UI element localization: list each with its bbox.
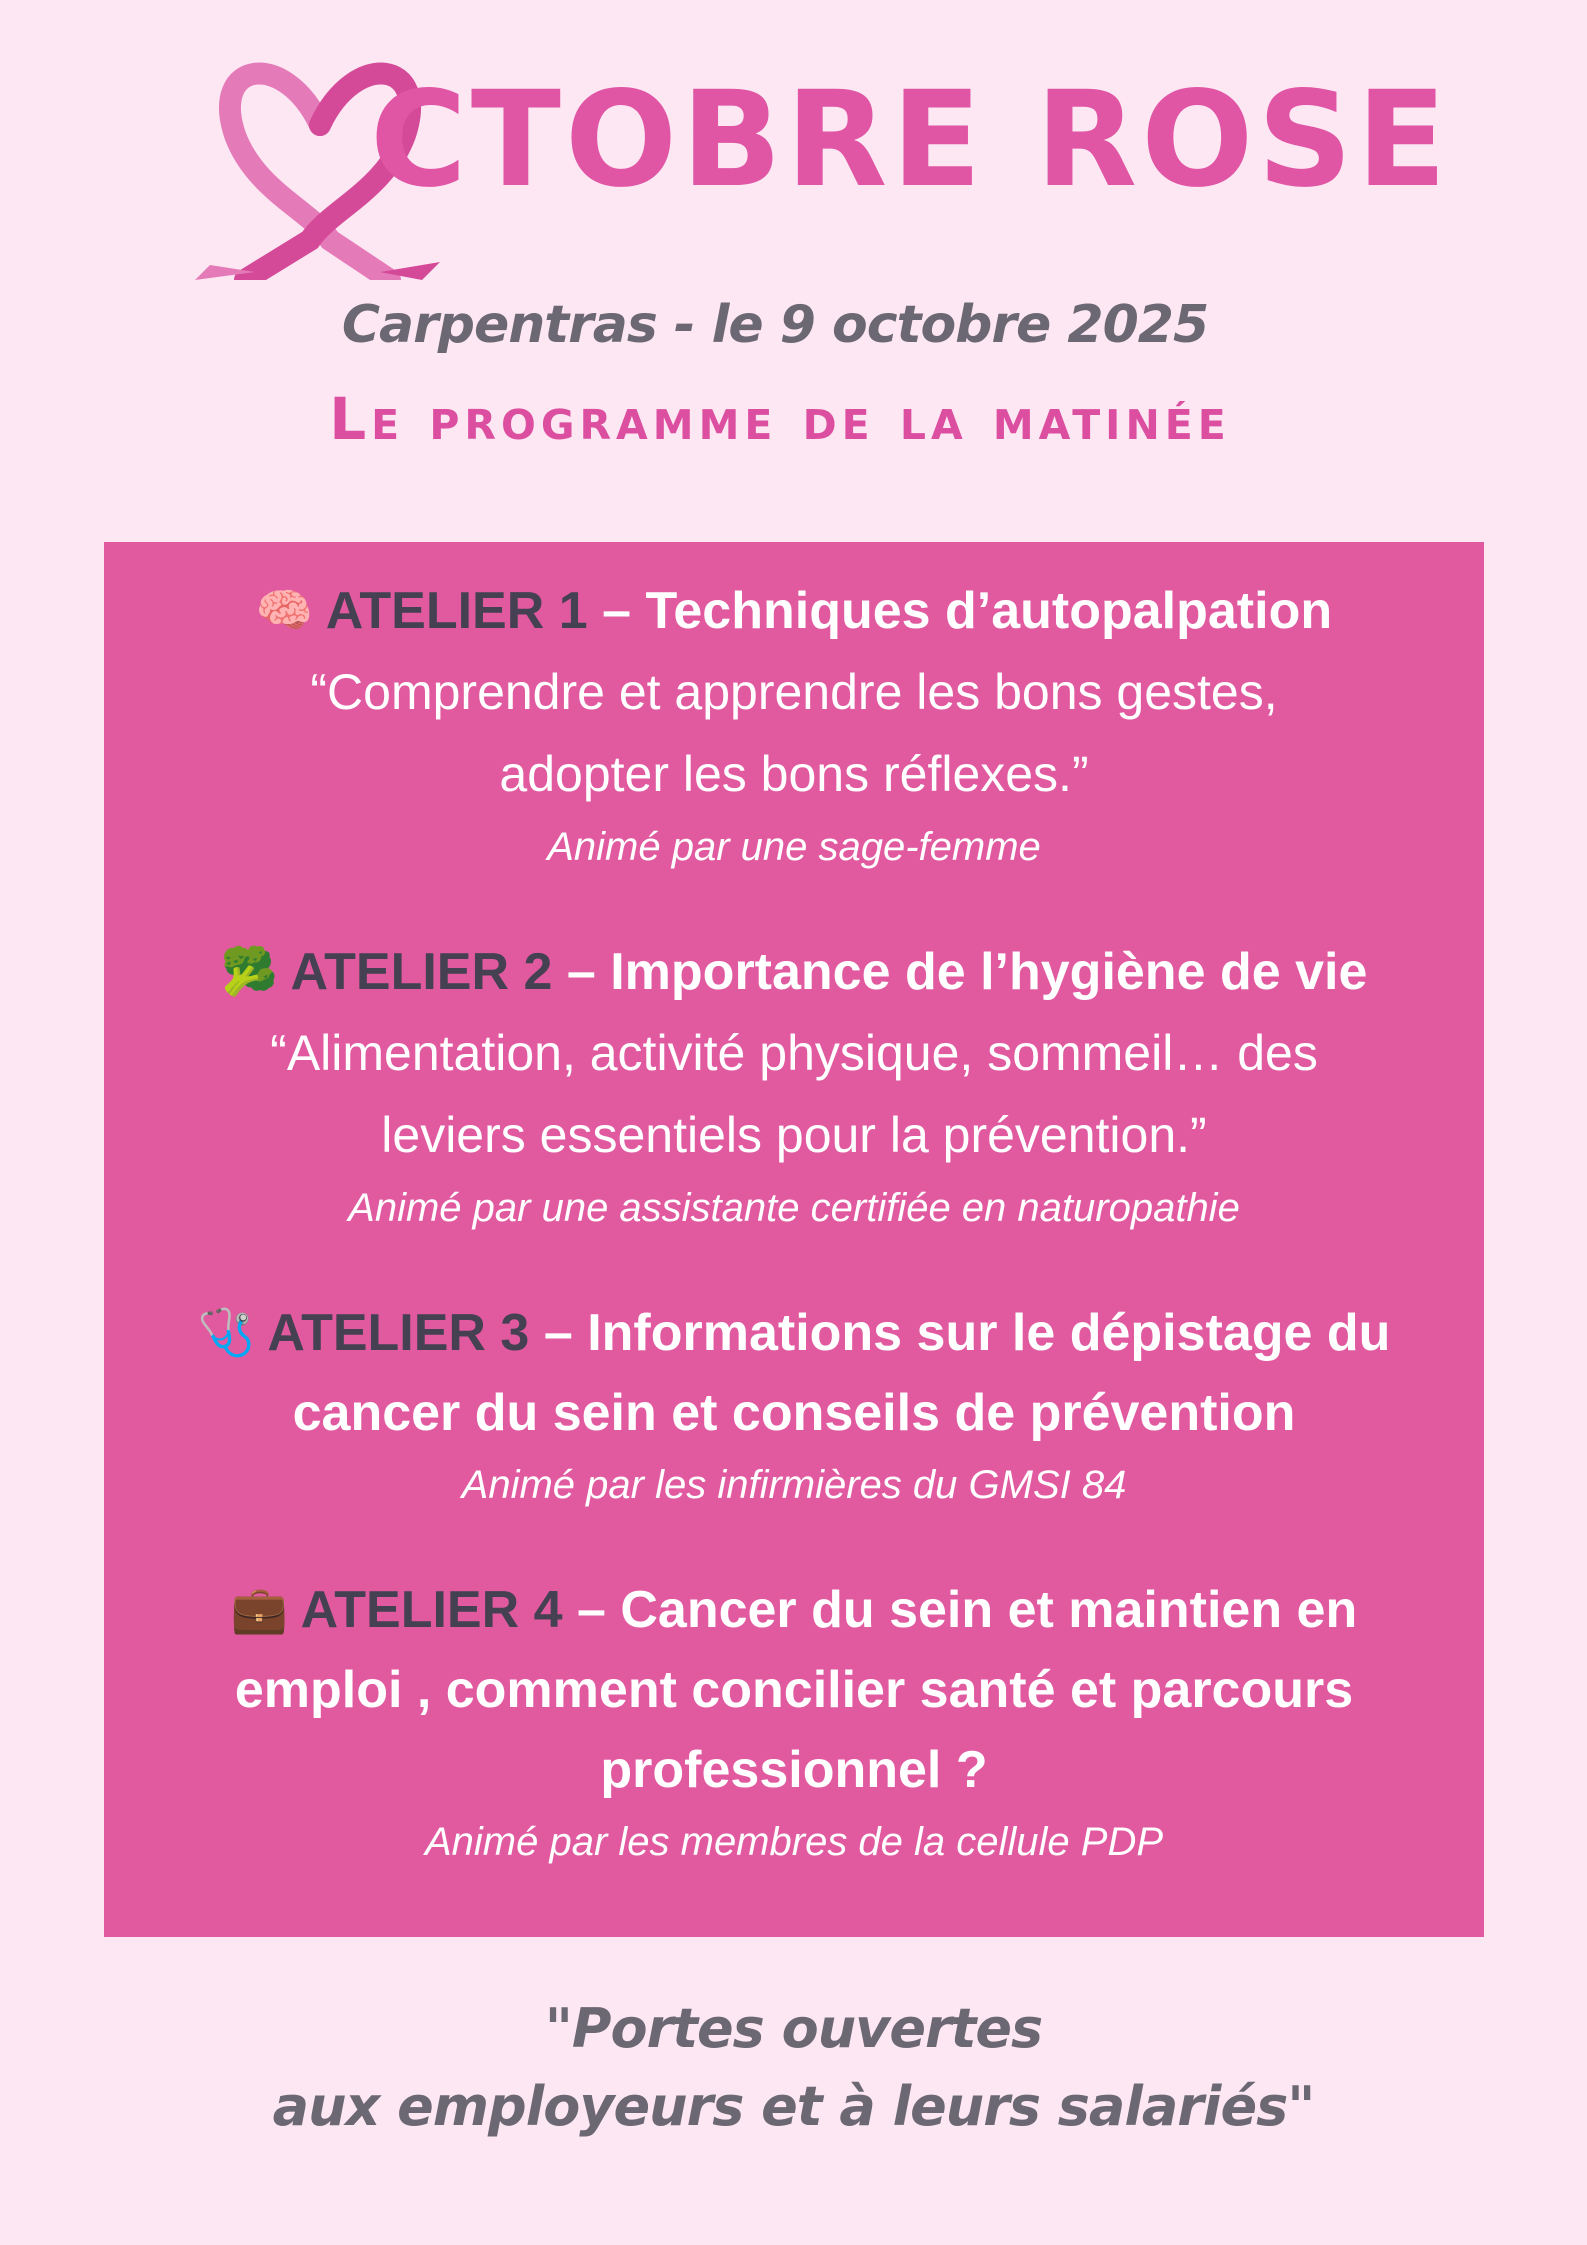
atelier-heading [104, 1292, 1484, 1373]
atelier-2 [104, 931, 1484, 1240]
atelier-title-line: emploi , comment concilier santé et parcours [234, 1661, 1354, 1719]
stethoscope-icon: 🩺 [197, 1306, 255, 1358]
atelier-quote-line: adopter les bons réflexes.” [499, 746, 1089, 802]
atelier-label: ATELIER 1 [325, 582, 588, 640]
atelier-host: Animé par une assistante certifiée en naturopathie [348, 1186, 1240, 1230]
atelier-label: ATELIER 4 [300, 1581, 563, 1639]
atelier-host: Animé par les membres de la cellule PDP [424, 1820, 1164, 1864]
brain-icon: 🧠 [255, 584, 314, 636]
atelier-heading [104, 570, 1484, 651]
dash: – [576, 1581, 606, 1639]
footer-tagline [0, 1990, 1587, 2146]
briefcase-icon: 💼 [230, 1583, 289, 1635]
atelier-quote-line: “Comprendre et apprendre les bons gestes, [310, 664, 1278, 720]
footer-line: "Portes ouvertes [544, 1997, 1043, 2060]
program-panel [104, 542, 1484, 1937]
atelier-title: Informations sur le dépistage du [587, 1304, 1391, 1362]
atelier-host: Animé par une sage-femme [547, 825, 1041, 869]
atelier-label: ATELIER 2 [290, 943, 553, 1001]
header [0, 0, 1587, 500]
atelier-title-line: professionnel ? [600, 1741, 988, 1799]
atelier-title-line: cancer du sein et conseils de prévention [292, 1384, 1296, 1442]
atelier-quote-line: leviers essentiels pour la prévention.” [381, 1107, 1207, 1163]
atelier-title: Importance de l’hygiène de vie [610, 943, 1368, 1001]
atelier-quote-line: “Alimentation, activité physique, sommeil… des [270, 1025, 1318, 1081]
atelier-title: Techniques d’autopalpation [645, 582, 1333, 640]
dash: – [602, 582, 632, 640]
event-date: Carpentras - le 9 octobre 2025 [341, 295, 1209, 355]
atelier-4 [104, 1569, 1484, 1874]
atelier-heading [104, 931, 1484, 1012]
program-subtitle: Le programme de la matinée [329, 385, 1231, 453]
atelier-3 [104, 1292, 1484, 1517]
page-title: CTOBRE ROSE [370, 63, 1451, 217]
dash: – [543, 1304, 573, 1362]
broccoli-icon: 🥦 [220, 945, 278, 997]
atelier-title: Cancer du sein et maintien en [620, 1581, 1358, 1639]
atelier-host: Animé par les infirmières du GMSI 84 [461, 1463, 1127, 1507]
footer-line: aux employeurs et à leurs salariés" [272, 2075, 1315, 2138]
dash: – [566, 943, 596, 1001]
atelier-label: ATELIER 3 [267, 1304, 530, 1362]
atelier-1 [104, 570, 1484, 879]
atelier-heading [104, 1569, 1484, 1650]
